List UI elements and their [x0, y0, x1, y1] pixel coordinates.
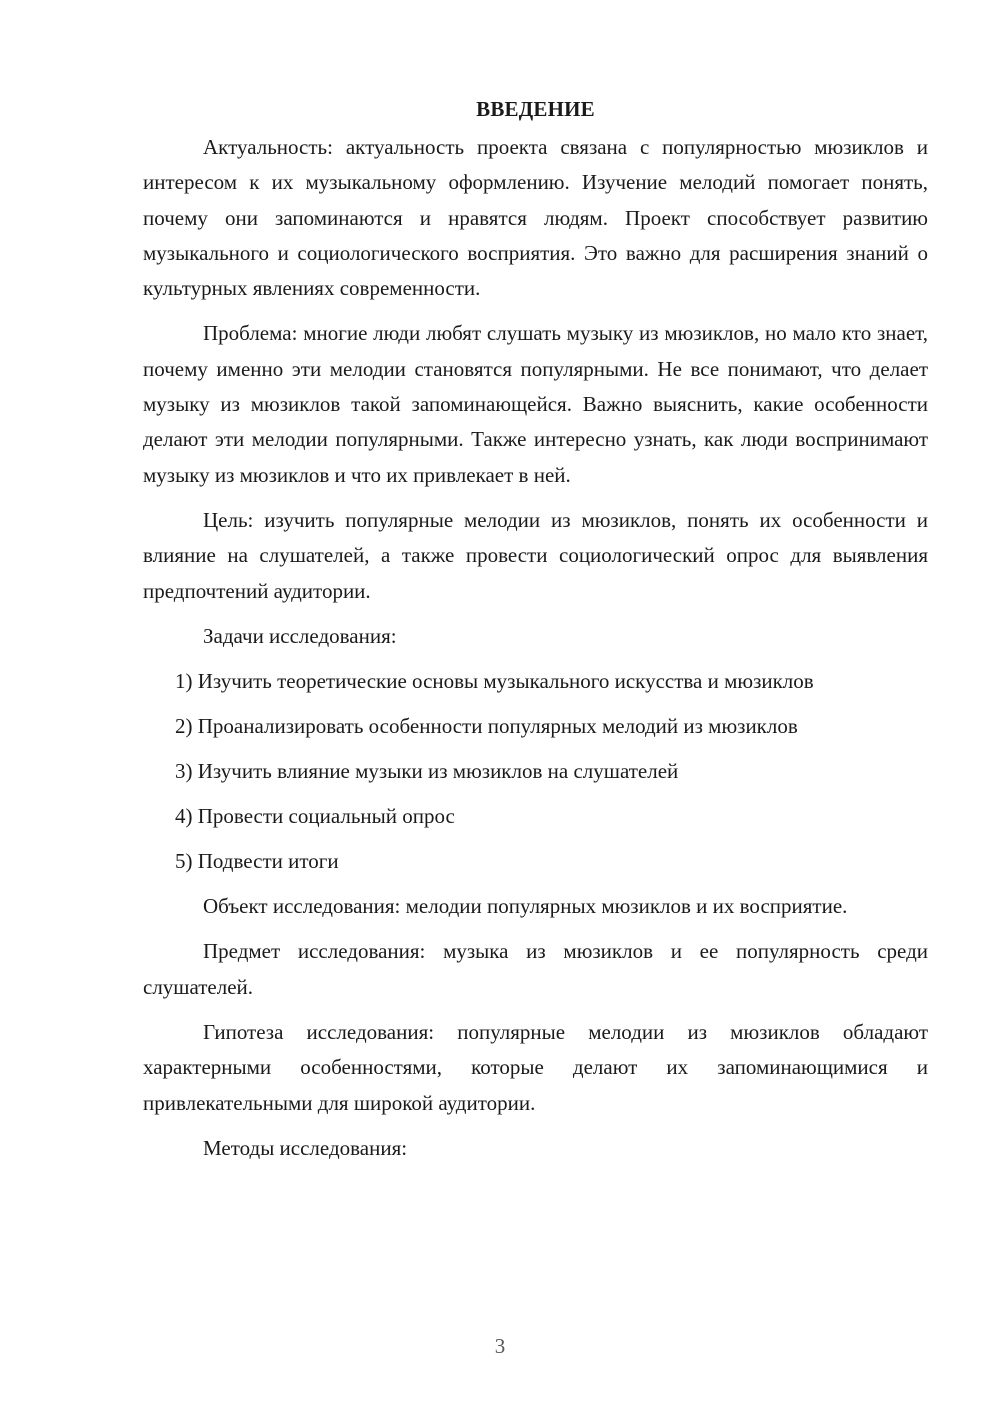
tasks-label: Задачи исследования:	[203, 623, 397, 648]
page-number: 3	[494, 1334, 506, 1358]
object-paragraph: Объект исследования: мелодии популярных мюзиклов и их восприятие.	[203, 894, 848, 919]
problem-paragraph: Проблема: многие люди любят слушать музыку из мюзиклов, но мало кто знает, почему именно эти мелодии становятся популярными. Не все понимают, что делает музыку из мюзиклов такой запоминающейся. Важно выяснить, какие особенности делают эти мелодии популярными. Также интересно узнать, как люди воспринимают музыку из мюзиклов и что их привлекает в ней.	[143, 321, 928, 487]
task-item: 2) Проанализировать особенности популярных мелодий из мюзиклов	[175, 714, 798, 739]
task-item: 3) Изучить влияние музыки из мюзиклов на слушателей	[175, 759, 679, 784]
hypothesis-paragraph: Гипотеза исследования: популярные мелодии из мюзиклов обладают характерными особенностями, которые делают их запоминающимися и привлекательными для широкой аудитории.	[143, 1020, 928, 1115]
relevance-paragraph: Актуальность: актуальность проекта связана с популярностью мюзиклов и интересом к их музыкальному оформлению. Изучение мелодий помогает понять, почему они запоминаются и нравятся людям. Проект способствует развитию музыкального и социологического восприятия. Это важно для расширения знаний о культурных явлениях современности.	[143, 135, 928, 301]
task-item: 4) Провести социальный опрос	[175, 804, 455, 829]
methods-label: Методы исследования:	[203, 1135, 408, 1160]
subject-paragraph: Предмет исследования: музыка из мюзиклов и ее популярность среди слушателей.	[143, 939, 928, 999]
task-item: 1) Изучить теоретические основы музыкального искусства и мюзиклов	[175, 669, 814, 694]
section-title: ВВЕДЕНИЕ	[476, 97, 595, 121]
goal-paragraph: Цель: изучить популярные мелодии из мюзиклов, понять их особенности и влияние на слушателей, а также провести социологический опрос для выявления предпочтений аудитории.	[143, 507, 928, 603]
document-page	[143, 92, 928, 1176]
tasks-list	[143, 664, 928, 879]
task-item: 5) Подвести итоги	[175, 849, 339, 874]
